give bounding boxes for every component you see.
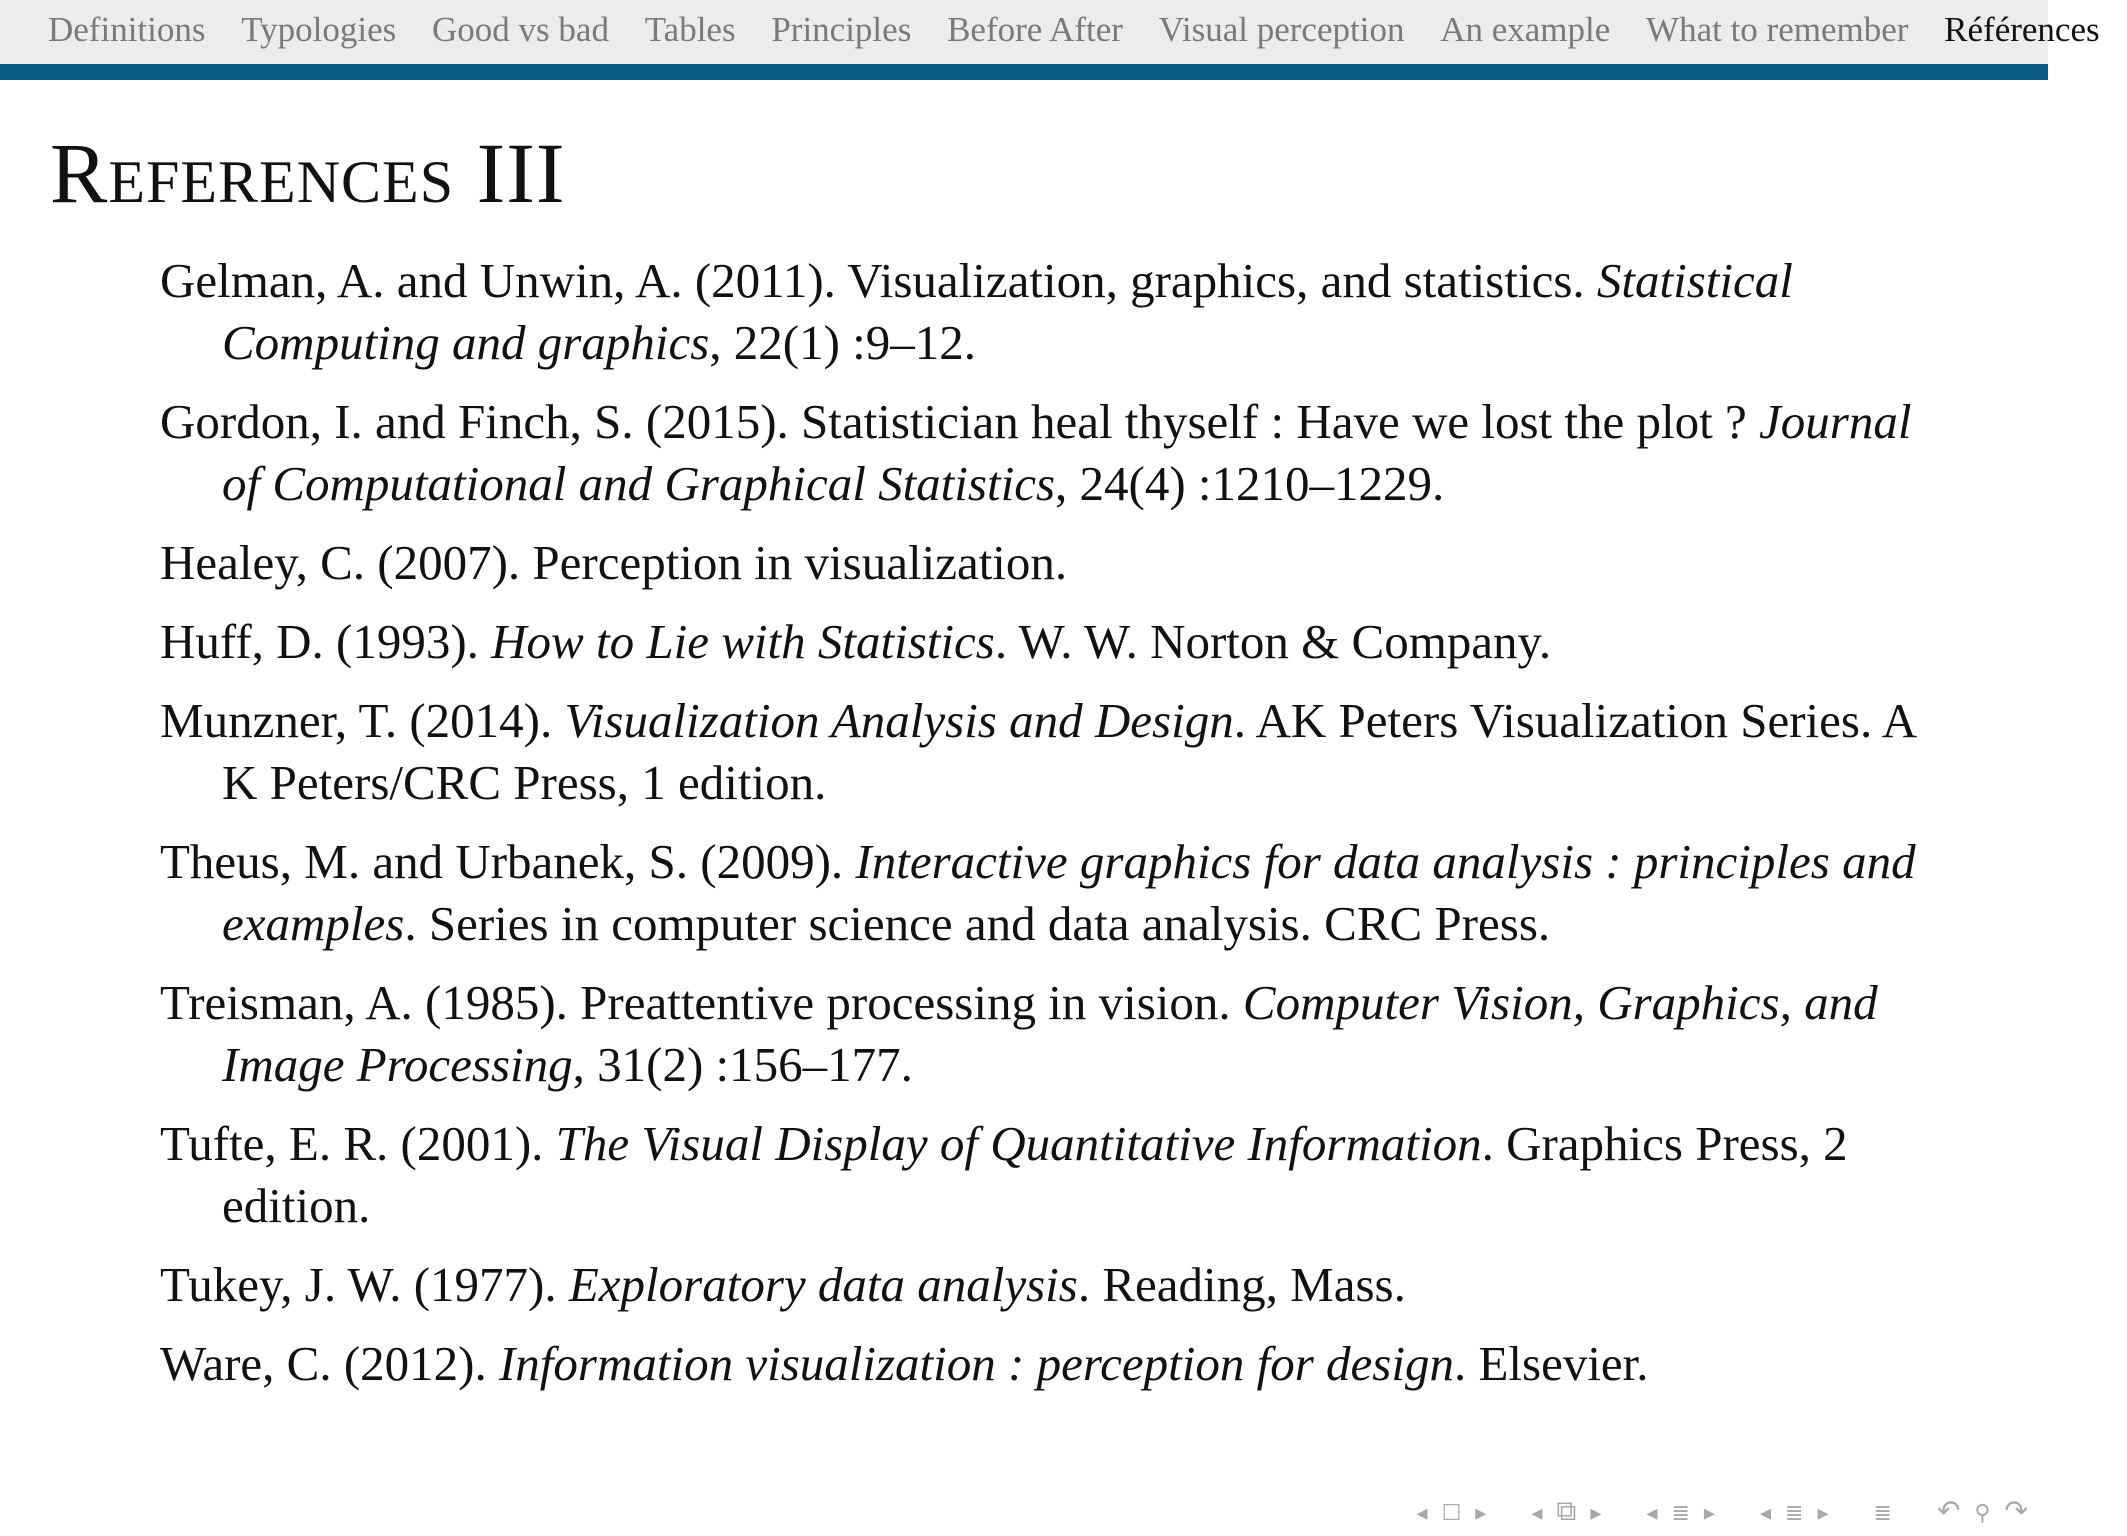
reference-text: Huff, D. (1993). — [160, 614, 492, 669]
reference-details: . W. W. Norton & Company. — [994, 614, 1552, 669]
reference-details: , 22(1) :9–12. — [709, 315, 977, 370]
beamer-navigation-controls — [1410, 1496, 2028, 1526]
reference-title: The Visual Display of Quantitative Information — [555, 1116, 1482, 1171]
reference-list — [160, 250, 1920, 1412]
previous-part-icon[interactable]: ◂ — [1759, 1501, 1772, 1526]
nav-section-tables[interactable]: Tables — [644, 10, 736, 49]
back-icon[interactable]: ↶ — [1936, 1494, 1961, 1527]
reference-text: Theus, M. and Urbanek, S. (2009). — [160, 834, 856, 889]
nav-section-good-vs-bad[interactable]: Good vs bad — [432, 10, 609, 49]
reference-details: . AK Peters Visualization Series. A K Peters/CRC Press, 1 edition. — [222, 693, 1915, 810]
reference-item — [160, 690, 1920, 814]
reference-title: Visualization Analysis and Design — [564, 693, 1234, 748]
reference-item — [160, 532, 1920, 594]
reference-item — [160, 1254, 1920, 1316]
reference-text: Munzner, T. (2014). — [160, 693, 565, 748]
reference-title: Statistical Computing and graphics — [222, 253, 1793, 370]
reference-item — [160, 250, 1920, 374]
reference-text: Tukey, J. W. (1977). — [160, 1257, 569, 1312]
reference-details: . Reading, Mass. — [1077, 1257, 1406, 1312]
reference-text: Gelman, A. and Unwin, A. (2011). Visualization, graphics, and statistics. — [160, 253, 1597, 308]
reference-title: Interactive graphics for data analysis : principles and examples — [222, 834, 1916, 951]
nav-section-an-example[interactable]: An example — [1440, 10, 1611, 49]
previous-frame-icon[interactable]: ◂ — [1416, 1501, 1428, 1526]
part-icon[interactable]: ≣ — [1785, 1501, 1804, 1526]
header-divider — [0, 64, 2048, 80]
section-icon[interactable]: ≣ — [1671, 1501, 1690, 1526]
reference-text: Healey, C. (2007). Perception in visualization. — [160, 535, 1068, 590]
reference-details: , 31(2) :156–177. — [572, 1037, 913, 1092]
reference-text: Treisman, A. (1985). Preattentive processing in vision. — [160, 975, 1243, 1030]
reference-item — [160, 391, 1920, 515]
previous-subsection-icon[interactable]: ◂ — [1531, 1501, 1543, 1526]
nav-section-before-after[interactable]: Before After — [947, 10, 1123, 49]
reference-item — [160, 1113, 1920, 1237]
reference-details: . Elsevier. — [1453, 1336, 1649, 1391]
slide-title: References III — [50, 125, 566, 221]
next-subsection-icon[interactable]: ▸ — [1590, 1501, 1602, 1526]
reference-item — [160, 611, 1920, 673]
nav-section-references[interactable]: Références — [1944, 10, 2100, 49]
subsection-icon[interactable]: ⧉ — [1556, 1494, 1577, 1527]
reference-title: Computer Vision, Graphics, and Image Processing — [222, 975, 1878, 1092]
reference-item — [160, 1333, 1920, 1395]
reference-details: . Graphics Press, 2 edition. — [222, 1116, 1848, 1233]
nav-section-typologies[interactable]: Typologies — [241, 10, 397, 49]
forward-icon[interactable]: ↷ — [2004, 1494, 2028, 1527]
previous-section-icon[interactable]: ◂ — [1646, 1501, 1658, 1526]
reference-title: How to Lie with Statistics — [491, 614, 995, 669]
reference-text: Tufte, E. R. (2001). — [160, 1116, 556, 1171]
next-section-icon[interactable]: ▸ — [1703, 1501, 1715, 1526]
next-part-icon[interactable]: ▸ — [1817, 1501, 1829, 1526]
reference-item — [160, 831, 1920, 955]
reference-item — [160, 972, 1920, 1096]
reference-details: , 24(4) :1210–1229. — [1055, 456, 1445, 511]
nav-section-definitions[interactable]: Definitions — [48, 10, 206, 49]
reference-title: Information visualization : perception for design — [498, 1336, 1454, 1391]
nav-section-what-to-remember[interactable]: What to remember — [1646, 10, 1909, 49]
search-icon[interactable]: ⚲ — [1974, 1501, 1991, 1526]
next-frame-icon[interactable]: ▸ — [1475, 1501, 1487, 1526]
reference-title: Journal of Computational and Graphical Statistics — [222, 394, 1912, 511]
reference-text: Gordon, I. and Finch, S. (2015). Statistician heal thyself : Have we lost the plot ? — [160, 394, 1760, 449]
reference-details: . Series in computer science and data analysis. CRC Press. — [404, 896, 1551, 951]
frame-icon[interactable]: ☐ — [1441, 1501, 1462, 1526]
table-of-contents-icon[interactable]: ≣ — [1873, 1501, 1892, 1526]
nav-section-visual-perception[interactable]: Visual perception — [1158, 10, 1405, 49]
section-navigation-bar — [0, 0, 2100, 64]
reference-text: Ware, C. (2012). — [160, 1336, 499, 1391]
nav-section-principles[interactable]: Principles — [771, 10, 912, 49]
reference-title: Exploratory data analysis — [568, 1257, 1078, 1312]
section-links — [48, 6, 2127, 54]
